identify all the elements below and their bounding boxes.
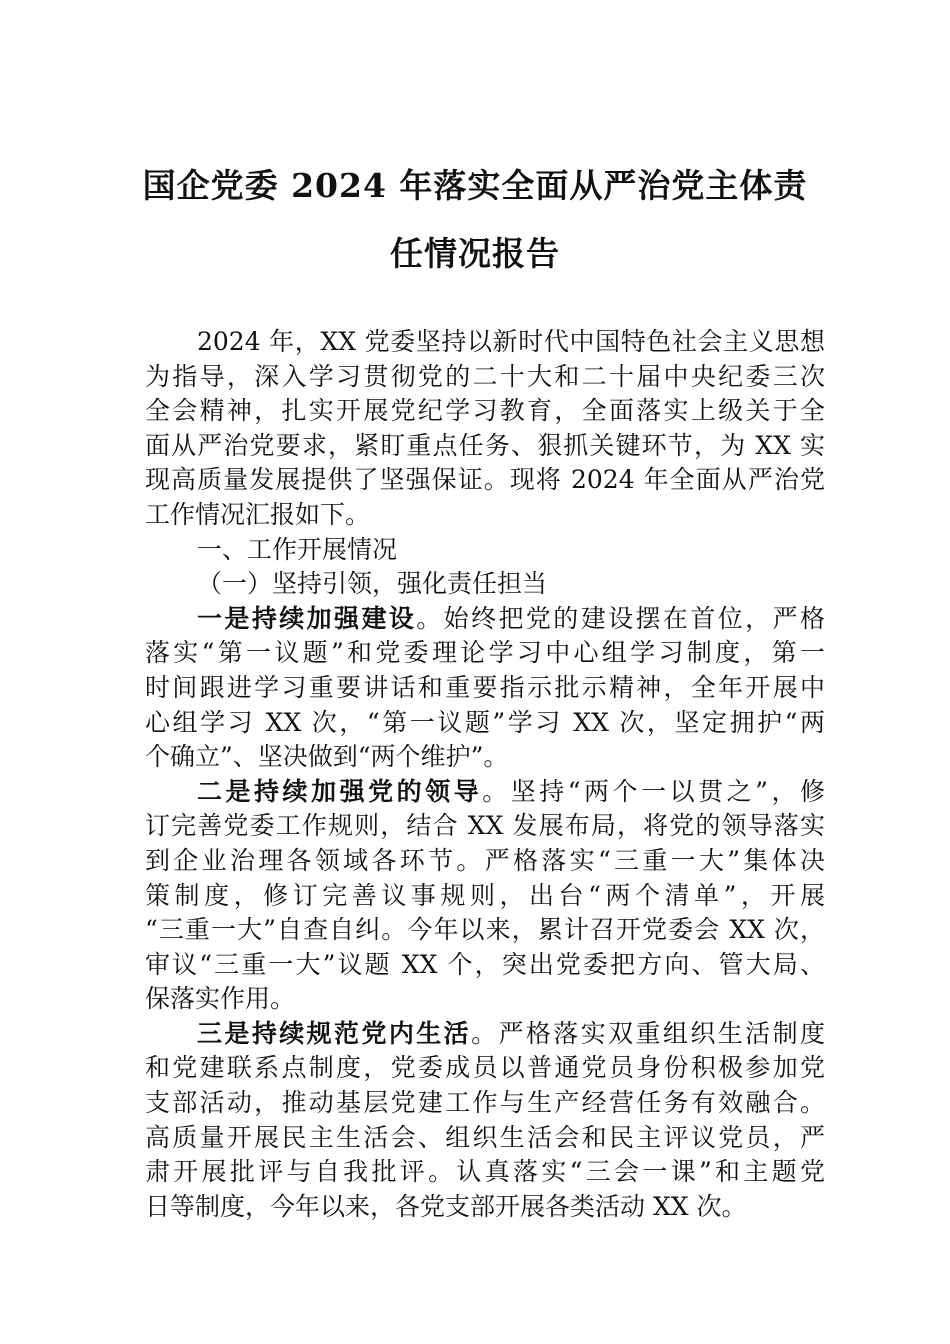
para3-lead: 三是持续规范党内生活 bbox=[197, 1018, 472, 1048]
intro-line: 工作情况汇报如下。 bbox=[145, 499, 371, 529]
para2-first-rest: 。坚持“两个一以贯之”，修 bbox=[482, 776, 825, 806]
intro-line: 全会精神，扎实开展党纪学习教育，全面落实上级关于全 bbox=[145, 396, 825, 426]
para1-first-line bbox=[145, 602, 825, 637]
document-title-line-1: 国企党委 2024 年落实全面从严治党主体责 bbox=[142, 166, 808, 205]
para3-first-line bbox=[145, 1017, 825, 1052]
para2-line: 订完善党委工作规则，结合 XX 发展布局，将党的领导落实 bbox=[145, 811, 825, 841]
para3-line: 日等制度，今年以来，各党支部开展各类活动 XX 次。 bbox=[145, 1191, 747, 1221]
para1-line: 心组学习 XX 次，“第一议题”学习 XX 次，坚定拥护“两 bbox=[145, 707, 825, 737]
para2-line: 审议“三重一大”议题 XX 个，突出党委把方向、管大局、 bbox=[145, 949, 825, 979]
intro-line: 2024 年，XX 党委坚持以新时代中国特色社会主义思想 bbox=[197, 327, 825, 356]
para2-first-line bbox=[145, 775, 825, 810]
para3-first-rest: 。严格落实双重组织生活制度 bbox=[471, 1018, 825, 1048]
para3-line: 高质量开展民主生活会、组织生活会和民主评议党员，严 bbox=[145, 1122, 825, 1152]
para2-line: 保落实作用。 bbox=[145, 984, 296, 1014]
para2-line: 策制度，修订完善议事规则，出台“两个清单”，开展 bbox=[145, 880, 825, 910]
para3-line: 和党建联系点制度，党委成员以普通党员身份积极参加党 bbox=[145, 1053, 825, 1083]
document-body bbox=[145, 325, 825, 1224]
subsection-heading: （一）坚持引领，强化责任担当 bbox=[197, 569, 548, 599]
para3-line: 肃开展批评与自我批评。认真落实“三会一课”和主题党 bbox=[145, 1157, 825, 1187]
section-heading: 一、工作开展情况 bbox=[197, 534, 398, 564]
para1-first-rest: 。始终把党的建设摆在首位，严格 bbox=[416, 603, 825, 633]
para2-line: “三重一大”自查自纠。今年以来，累计召开党委会 XX 次， bbox=[145, 915, 825, 945]
intro-line: 为指导，深入学习贯彻党的二十大和二十届中央纪委三次 bbox=[145, 361, 825, 391]
para1-line: 落实“第一议题”和党委理论学习中心组学习制度，第一 bbox=[145, 638, 825, 668]
para1-lead: 一是持续加强建设 bbox=[197, 603, 417, 633]
para2-lead: 二是持续加强党的领导 bbox=[197, 776, 483, 806]
para1-line: 个确立”、坚决做到“两个维护”。 bbox=[145, 742, 509, 772]
document-title-line-2: 任情况报告 bbox=[390, 234, 560, 273]
para1-line: 时间跟进学习重要讲话和重要指示批示精神，全年开展中 bbox=[145, 672, 825, 702]
para3-line: 支部活动，推动基层党建工作与生产经营任务有效融合。 bbox=[145, 1088, 825, 1118]
para2-line: 到企业治理各领域各环节。严格落实“三重一大”集体决 bbox=[145, 845, 825, 875]
intro-line: 面从严治党要求，紧盯重点任务、狠抓关键环节，为 XX 实 bbox=[145, 430, 825, 460]
intro-line: 现高质量发展提供了坚强保证。现将 2024 年全面从严治党 bbox=[145, 465, 825, 495]
